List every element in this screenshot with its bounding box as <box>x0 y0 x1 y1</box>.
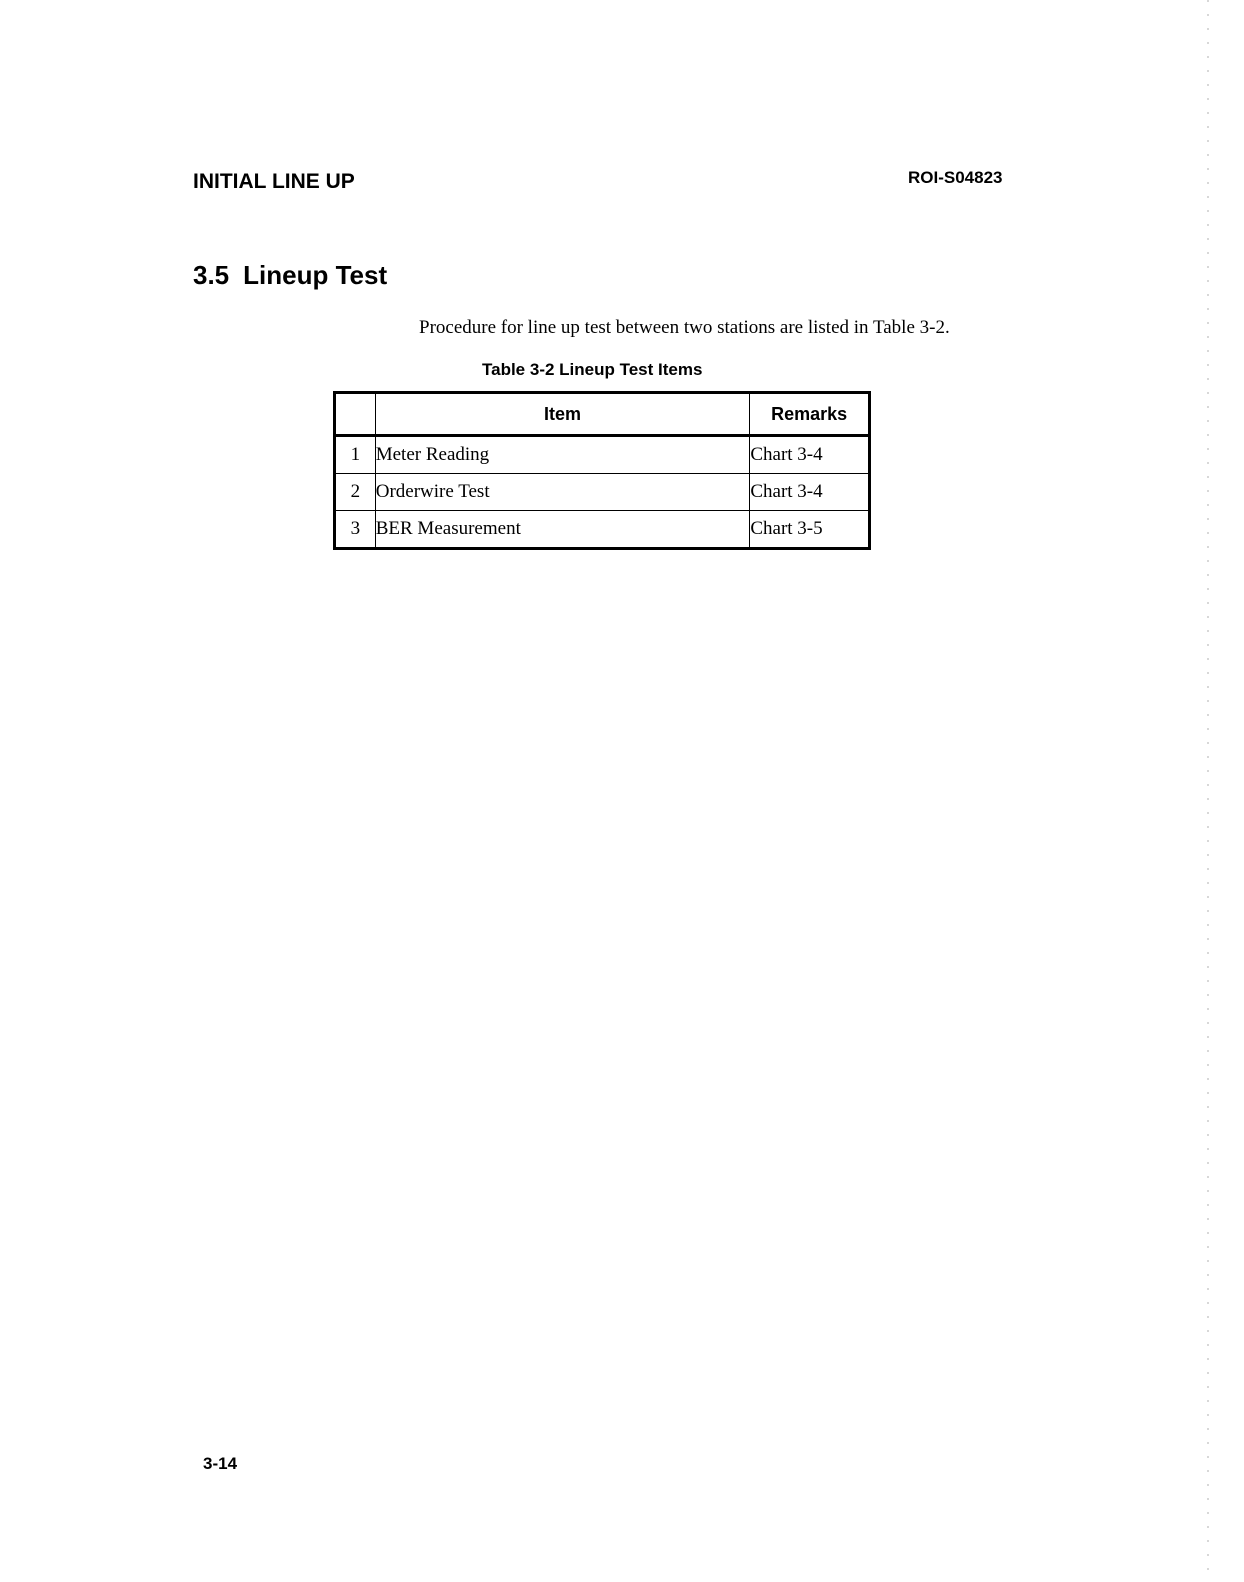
table-row <box>335 436 870 474</box>
section-number: 3.5 <box>193 260 230 290</box>
row-item: BER Measurement <box>375 511 750 549</box>
row-item: Orderwire Test <box>375 474 750 511</box>
row-remarks: Chart 3-4 <box>750 436 870 474</box>
section-title: Lineup Test <box>243 260 388 290</box>
scan-edge-artifact <box>1207 0 1209 1582</box>
page-number: 3-14 <box>203 1454 238 1473</box>
row-number: 2 <box>335 474 376 511</box>
document-id: ROI-S04823 <box>908 168 1003 187</box>
row-number: 3 <box>335 511 376 549</box>
column-header-item: Item <box>375 393 750 436</box>
lineup-test-table <box>333 391 871 550</box>
column-header-remarks: Remarks <box>750 393 870 436</box>
row-remarks: Chart 3-5 <box>750 511 870 549</box>
row-number: 1 <box>335 436 376 474</box>
table-row <box>335 474 870 511</box>
row-item: Meter Reading <box>375 436 750 474</box>
table-row <box>335 511 870 549</box>
row-remarks: Chart 3-4 <box>750 474 870 511</box>
table-header-row <box>335 393 870 436</box>
running-header-title: INITIAL LINE UP <box>193 170 355 193</box>
section-heading <box>193 260 387 291</box>
table-caption: Table 3-2 Lineup Test Items <box>482 360 703 379</box>
intro-paragraph: Procedure for line up test between two stations are listed in Table 3-2. <box>419 317 950 338</box>
column-header-number <box>335 393 376 436</box>
